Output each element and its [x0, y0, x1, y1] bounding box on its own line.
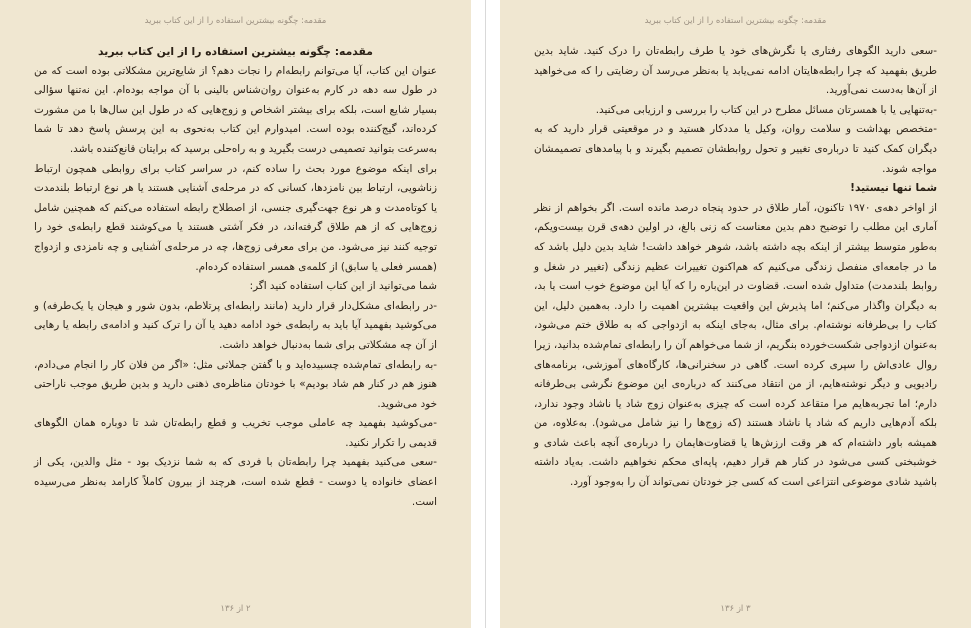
page-right — [500, 0, 971, 628]
list-item: -به‌تنهایی یا با همسرتان مسائل مطرح در این کتاب را بررسی و ارزیابی می‌کنید. — [595, 103, 937, 116]
page-body — [534, 42, 937, 493]
paragraph: برای اینکه موضوع مورد بحث را ساده کنم، در سراسر کتاب برای روابطی همچون ارتباط زناشویی، ارتباط بین نامزدها، کسانی که در مرحله‌ی آشنایی هستند یا هر نوع ارتباط بلندمدت یا کوتاه‌مدت و هر نوع جهت‌گیری جنسی، از اصطلاح رابطه استفاده می‌کنم که همچنین شامل زوج‌هایی که از هم طلاق گرفته‌اند، در فکر آشتی هستند یا می‌کوشند قطع رابطه‌ی خود را توجیه کنند نیز می‌شود. من برای معرفی زوج‌ها، چه در مرحله‌ی آشنایی و چه نامزدی و ازدواج (همسر فعلی یا سابق) از کلمه‌ی همسر استفاده کرده‌ام. — [34, 162, 437, 273]
chapter-heading: مقدمه: چگونه بیشترین استفاده را از این کتاب ببرید — [98, 45, 373, 58]
section-heading: شما تنها نیستید! — [850, 182, 937, 195]
list-item: -در رابطه‌ای مشکل‌دار قرار دارید (مانند رابطه‌ای پرتلاطم، بدون شور و هیجان یا یک‌طرفه) و می‌کوشید بفهمید آیا باید به رابطه‌ی خود ادامه دهید یا آن را ترک کنید و ادامه‌ی رابطه یا رهایی از آن چه مشکلاتی برای شما به‌دنبال خواهد داشت. — [34, 299, 437, 351]
page-body — [34, 42, 437, 512]
list-item: -سعی می‌کنید بفهمید چرا رابطه‌تان با فردی که به شما نزدیک بود - مثل والدین، یکی از اعضای خانواده یا دوست - قطع شده است، هرچند از بیرون کاملاً کارامد به‌نظر می‌رسیده است. — [34, 456, 437, 508]
gutter-divider — [485, 0, 486, 628]
running-header: مقدمه: چگونه بیشترین استفاده را از این کتاب ببرید — [644, 16, 827, 26]
list-item: -به رابطه‌ای تمام‌شده چسبیده‌اید و با گفتن جملاتی مثل: «اگر من فلان کار را انجام می‌دادم، هنوز هم در کنار هم شاد بودیم» با خودتان مناظره‌ی ذهنی دارید و بدین طریق موجب ناراحتی خود می‌شوید. — [34, 358, 437, 410]
paragraph: از اواخر دهه‌ی ۱۹۷۰ تاکنون، آمار طلاق در حدود پنجاه درصد مانده است. اگر بخواهم از نظر آماری این مطلب را توضیح دهم بدین معناست که زنی بالغ، در اولین دهه‌ی قرن بیست‌ویکم، به‌طور متوسط بیشتر از اینکه بچه داشته باشد، شوهر خواهد داشت! شاید بدین دلیل باشد که ما در جامعه‌ای منفصل زندگی می‌کنیم که هم‌اکنون تغییرات عظیم زندگی (تغییر در شغل و روابط بلندمدت) متداول شده است. قضاوت در این‌باره را که آیا این موضوع خوب است یا بد، به دیگران واگذار می‌کنم؛ اما پذیرش این واقعیت بیشترین اهمیت را دارد. به‌همین دلیل، این کتاب را بی‌طرفانه نوشته‌ام. برای مثال، به‌جای اینکه به ازدواجی که به طلاق ختم می‌شود، به‌عنوان ازدواجی شکست‌خورده بنگریم، از شما می‌خواهم آن را رابطه‌ای تمام‌شده بدانید، زیرا روال عادی‌اش را سپری کرده است. گاهی در سخنرانی‌ها، کارگاه‌های آموزشی، برنامه‌های رادیویی و دیگر نوشته‌هایم، از من انتقاد می‌کنند که درباره‌ی این موضوع نگرشی بی‌طرفانه دارم؛ اما تجربه‌هایم مرا متقاعد کرده است که چیزی به‌عنوان زوج شاد یا ناشاد وجود ندارد، بلکه آدم‌هایی داریم که شاد یا ناشاد هستند (که زوج‌ها را نیز شامل می‌شود). به‌علاوه، من همیشه باور داشته‌ام که هر وقت ارزش‌ها یا قضاوت‌هایمان را درباره‌ی آنچه باعث شادی و خوشبختی کسی می‌شود در کنار هم قرار دهیم، پایه‌ای محکم نخواهیم داشت. به‌یاد داشته باشید شادی موضوعی انتزاعی است که کسی جز خودتان نمی‌تواند آن را به‌وجود آورد. — [534, 201, 937, 489]
paragraph: شما می‌توانید از این کتاب استفاده کنید اگر: — [249, 280, 437, 293]
list-item: -می‌کوشید بفهمید چه عاملی موجب تخریب و قطع رابطه‌تان شد تا دوباره همان الگوهای قدیمی را تکرار نکنید. — [34, 417, 437, 449]
list-item: -متخصص بهداشت و سلامت روان، وکیل یا مددکار هستید و در موقعیتی قرار دارید که به دیگران کمک کنید تا درباره‌ی تغییر و تحول روابطشان تصمیم بگیرند و با پیامدهای تصمیمشان مواجه شوند. — [534, 123, 937, 175]
page-gutter — [471, 0, 500, 628]
page-number: ۲ از ۱۳۶ — [220, 604, 251, 614]
page-number: ۳ از ۱۳۶ — [720, 604, 751, 614]
page-left — [0, 0, 471, 628]
paragraph: عنوان این کتاب، آیا می‌توانم رابطه‌ام را نجات دهم؟ از شایع‌ترین مشکلاتی بوده است که من در طول سه دهه در کارم به‌عنوان روان‌شناس بالینی با آن مواجه بوده‌ام. این نه‌تنها سؤالی بسیار شایع است، بلکه برای بیشتر اشخاص و زوج‌هایی که در طول این سال‌ها با من مشورت کرده‌اند، گیج‌کننده بوده است. امیدوارم این کتاب به‌نحوی به این پرسش پاسخ دهد تا شما به‌سرعت بتوانید تصمیمی درست بگیرید و به راه‌حلی برسید که برایتان قانع‌کننده باشد. — [34, 64, 437, 155]
list-item: -سعی دارید الگوهای رفتاری یا نگرش‌های خود یا طرف رابطه‌تان را درک کنید. شاید بدین طریق بفهمید که چرا رابطه‌هایتان ادامه نمی‌یابد یا به‌نظر می‌رسد آن رضایتی را که می‌خواهید از آن‌ها به‌دست نمی‌آورید. — [534, 45, 937, 97]
running-header: مقدمه: چگونه بیشترین استفاده را از این کتاب ببرید — [144, 16, 327, 26]
